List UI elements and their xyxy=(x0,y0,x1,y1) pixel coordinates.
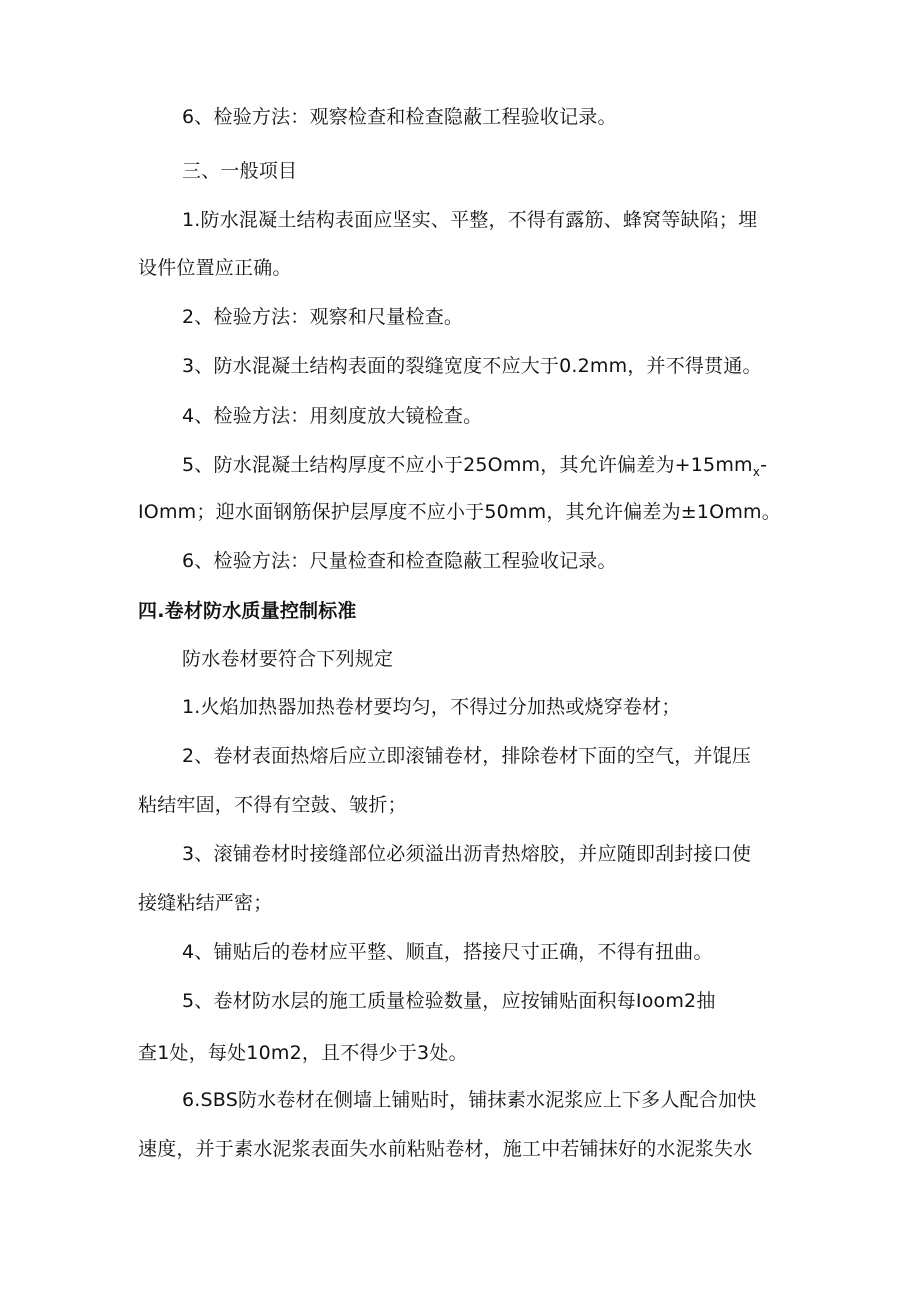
inspection-method-line-6b: 6、检验方法：尺量检查和检查隐蔽工程验收记录。 xyxy=(182,550,617,572)
section-heading-general-items: 三、一般项目 xyxy=(182,160,298,182)
thickness-line-5-dash: - xyxy=(760,454,768,476)
section-heading-membrane-quality: 四.卷材防水质量控制标准 xyxy=(138,600,357,622)
membrane-item-3-line-1: 3、滚铺卷材时接缝部位必须溢出沥青热熔胶，并应随即刮封接口使 xyxy=(182,843,752,865)
membrane-item-2-line-2: 粘结牢固，不得有空鼓、皱折； xyxy=(138,794,407,816)
inspection-method-line-4: 4、检验方法：用刻度放大镜检查。 xyxy=(182,405,483,427)
crack-width-line-3: 3、防水混凝土结构表面的裂缝宽度不应大于0.2mm，并不得贯通。 xyxy=(182,355,762,377)
general-item-1-line-2: 设件位置应正确。 xyxy=(138,257,292,279)
membrane-item-3-line-2: 接缝粘结严密； xyxy=(138,892,273,914)
thickness-line-5 xyxy=(182,452,767,485)
thickness-line-5-continued: IOmm；迎水面钢筋保护层厚度不应小于50mm，其允许偏差为±1Omm。 xyxy=(138,501,781,523)
membrane-item-4: 4、铺贴后的卷材应平整、顺直，搭接尺寸正确，不得有扭曲。 xyxy=(182,941,713,963)
thickness-line-5-text: 5、防水混凝土结构厚度不应小于25Omm，其允许偏差为+15mm xyxy=(182,454,753,476)
inspection-method-line-6a: 6、检验方法：观察检查和检查隐蔽工程验收记录。 xyxy=(182,106,617,128)
general-item-1-line-1: 1.防水混凝土结构表面应坚实、平整，不得有露筋、蜂窝等缺陷；埋 xyxy=(182,209,758,231)
membrane-item-6-line-1: 6.SBS防水卷材在侧墙上铺贴时，铺抹素水泥浆应上下多人配合加快 xyxy=(182,1089,757,1111)
membrane-intro-line: 防水卷材要符合下列规定 xyxy=(182,648,394,670)
membrane-item-6-line-2: 速度，并于素水泥浆表面失水前粘贴卷材，施工中若铺抹好的水泥浆失水 xyxy=(138,1138,753,1160)
membrane-item-5-line-1: 5、卷材防水层的施工质量检验数量，应按铺贴面积每Ioom2抽 xyxy=(182,990,716,1012)
membrane-item-2-line-1: 2、卷材表面热熔后应立即滚铺卷材，排除卷材下面的空气，并馄压 xyxy=(182,745,752,767)
membrane-item-1: 1.火焰加热器加热卷材要均匀，不得过分加热或烧穿卷材； xyxy=(182,696,681,718)
membrane-item-5-line-2: 查1处，每处10m2，且不得少于3处。 xyxy=(138,1042,468,1064)
thickness-line-5-subscript: x xyxy=(752,465,761,479)
inspection-method-line-2: 2、检验方法：观察和尺量检查。 xyxy=(182,306,464,328)
